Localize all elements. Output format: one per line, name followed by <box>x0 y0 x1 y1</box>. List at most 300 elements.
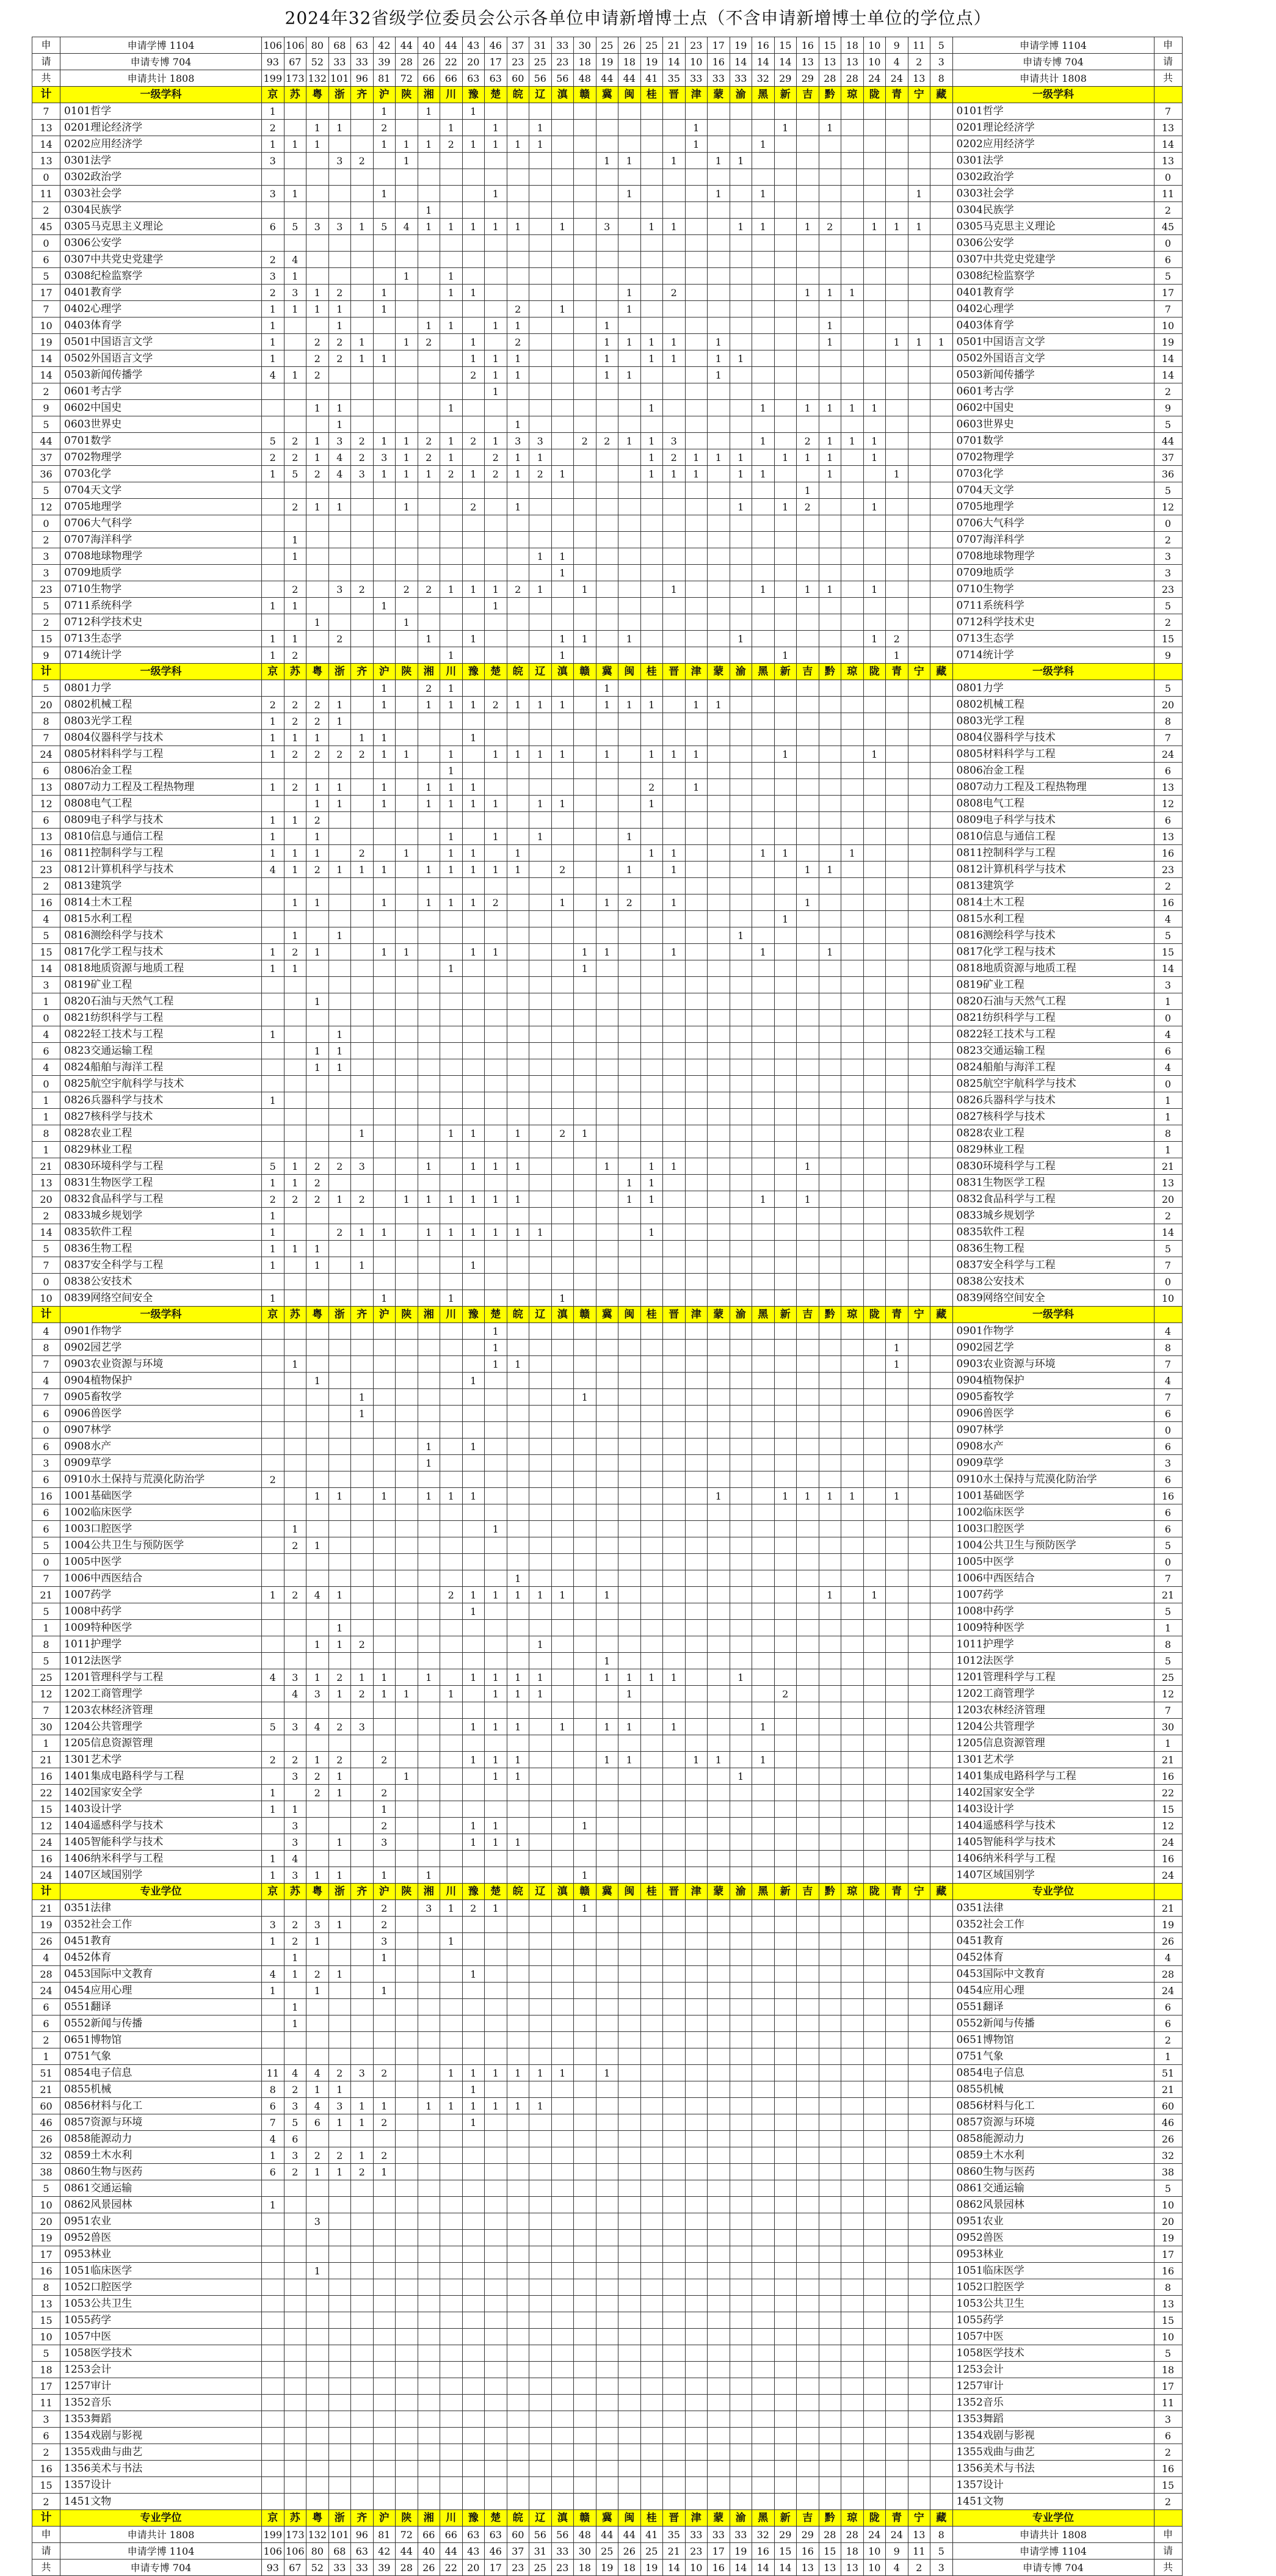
count-cell <box>886 1043 908 1059</box>
count-cell <box>328 1537 351 1554</box>
subject-name-right: 0833城乡规划学 <box>952 1208 1154 1224</box>
count-cell <box>663 2197 686 2213</box>
count-cell <box>841 746 864 763</box>
count-cell <box>640 1950 663 1966</box>
count-cell <box>797 466 819 482</box>
table-row <box>32 367 1183 383</box>
row-total: 10 <box>32 1290 60 1307</box>
row-total-right: 20 <box>1154 1191 1182 1208</box>
count-cell: 1 <box>863 746 886 763</box>
count-cell <box>930 1373 953 1389</box>
count-cell <box>819 1142 841 1158</box>
count-cell: 5 <box>373 219 396 235</box>
count-cell <box>551 1768 574 1785</box>
count-cell <box>841 1340 864 1356</box>
count-cell <box>485 499 507 515</box>
count-cell <box>328 1406 351 1422</box>
count-cell <box>462 1537 485 1554</box>
count-cell <box>529 812 552 829</box>
count-cell <box>485 1917 507 1933</box>
count-cell <box>908 1076 930 1092</box>
count-cell <box>462 763 485 779</box>
count-cell <box>886 1950 908 1966</box>
count-cell <box>863 153 886 169</box>
count-cell <box>797 1554 819 1570</box>
row-total: 16 <box>32 1488 60 1504</box>
subject-name-right: 0301法学 <box>952 153 1154 169</box>
subject-name-right: 0904植物保护 <box>952 1373 1154 1389</box>
subject-name: 0702物理学 <box>60 449 262 466</box>
count-cell <box>418 1702 440 1719</box>
count-cell <box>797 1801 819 1818</box>
count-cell <box>351 779 374 796</box>
row-total-right: 21 <box>1154 1900 1182 1917</box>
count-cell <box>596 2296 618 2312</box>
count-cell <box>841 1059 864 1076</box>
province-header: 赣 <box>574 1884 596 1900</box>
count-cell <box>685 878 708 894</box>
count-cell <box>574 1241 596 1257</box>
count-cell <box>930 713 953 730</box>
province-header: 川 <box>440 1307 463 1323</box>
count-cell <box>618 383 641 400</box>
count-cell <box>841 763 864 779</box>
count-cell: 1 <box>373 1290 396 1307</box>
count-cell <box>640 499 663 515</box>
subject-name: 0905畜牧学 <box>60 1389 262 1406</box>
count-cell <box>284 416 306 433</box>
count-cell <box>730 400 752 416</box>
count-cell <box>841 631 864 647</box>
count-cell <box>886 301 908 317</box>
row-total-right: 13 <box>1154 120 1182 136</box>
count-cell: 1 <box>908 219 930 235</box>
count-cell <box>328 1439 351 1455</box>
count-cell <box>841 2114 864 2131</box>
row-total-right: 8 <box>1154 1125 1182 1142</box>
subject-name: 0859土木水利 <box>60 2147 262 2164</box>
count-cell <box>930 449 953 466</box>
count-cell <box>863 1966 886 1983</box>
count-cell: 1 <box>507 449 529 466</box>
count-cell <box>774 2197 797 2213</box>
count-cell <box>440 614 463 631</box>
count-cell: 1 <box>551 894 574 911</box>
count-cell: 2 <box>886 631 908 647</box>
count-cell <box>306 878 329 894</box>
count-cell <box>908 1851 930 1867</box>
count-cell <box>663 2098 686 2114</box>
count-cell <box>418 252 440 268</box>
count-cell <box>529 1735 552 1752</box>
count-cell <box>396 631 418 647</box>
count-cell <box>797 796 819 812</box>
count-cell <box>774 1059 797 1076</box>
count-cell: 1 <box>306 779 329 796</box>
count-cell: 1 <box>618 862 641 878</box>
count-cell <box>328 2048 351 2065</box>
count-cell <box>797 1950 819 1966</box>
count-cell <box>396 1603 418 1620</box>
count-cell <box>774 482 797 499</box>
count-cell <box>930 2147 953 2164</box>
count-cell <box>485 416 507 433</box>
count-cell <box>908 1274 930 1290</box>
count-cell <box>373 845 396 862</box>
count-cell <box>618 449 641 466</box>
count-cell <box>328 1076 351 1092</box>
count-cell <box>462 1785 485 1801</box>
count-cell <box>730 1439 752 1455</box>
row-total: 15 <box>32 944 60 960</box>
section-header: 一级学科 <box>60 1307 262 1323</box>
count-cell <box>529 1818 552 1834</box>
count-cell: 1 <box>685 120 708 136</box>
count-cell <box>596 1092 618 1109</box>
subject-name: 0827核科学与技术 <box>60 1109 262 1125</box>
row-total: 24 <box>32 1834 60 1851</box>
count-cell <box>774 598 797 614</box>
count-cell <box>774 548 797 565</box>
count-cell <box>418 186 440 202</box>
count-cell <box>752 746 775 763</box>
count-cell <box>485 532 507 548</box>
count-cell <box>730 894 752 911</box>
count-cell <box>886 1686 908 1702</box>
count-cell <box>351 1422 374 1439</box>
count-cell: 1 <box>440 400 463 416</box>
count-cell <box>774 383 797 400</box>
count-cell <box>730 2114 752 2131</box>
count-cell <box>284 103 306 120</box>
count-cell <box>596 829 618 845</box>
count-cell: 1 <box>351 730 374 746</box>
count-cell <box>708 1290 730 1307</box>
province-header: 豫 <box>462 1884 485 1900</box>
count-cell: 1 <box>462 103 485 120</box>
count-cell <box>685 1422 708 1439</box>
subject-name-right: 0702物理学 <box>952 449 1154 466</box>
count-cell <box>685 2015 708 2032</box>
count-cell <box>841 1208 864 1224</box>
count-cell <box>618 1488 641 1504</box>
count-cell <box>618 598 641 614</box>
table-row <box>32 2147 1183 2164</box>
count-cell <box>685 1504 708 1521</box>
count-cell <box>774 416 797 433</box>
count-cell <box>351 515 374 532</box>
count-cell <box>685 1851 708 1867</box>
row-total: 5 <box>32 268 60 285</box>
province-header: 新 <box>774 664 797 680</box>
count-cell <box>574 1752 596 1768</box>
count-cell <box>708 647 730 664</box>
table-row <box>32 2296 1183 2312</box>
count-cell <box>797 598 819 614</box>
count-cell: 1 <box>462 2065 485 2081</box>
count-cell <box>551 400 574 416</box>
count-cell <box>284 317 306 334</box>
count-cell <box>908 894 930 911</box>
row-total-right: 24 <box>1154 746 1182 763</box>
subject-name-right: 0839网络空间安全 <box>952 1290 1154 1307</box>
count-cell <box>908 1224 930 1241</box>
table-row <box>32 103 1183 120</box>
row-total-right: 38 <box>1154 2164 1182 2180</box>
count-cell <box>886 944 908 960</box>
count-cell <box>886 1158 908 1175</box>
count-cell: 2 <box>596 433 618 449</box>
row-total: 6 <box>32 1471 60 1488</box>
count-cell <box>685 1257 708 1274</box>
count-cell <box>663 812 686 829</box>
summary-cell: 35 <box>663 70 686 87</box>
count-cell <box>730 1999 752 2015</box>
count-cell: 1 <box>440 845 463 862</box>
count-cell: 1 <box>618 1191 641 1208</box>
table-row <box>32 1768 1183 1785</box>
count-cell <box>440 1010 463 1026</box>
count-cell <box>819 1406 841 1422</box>
count-cell <box>752 2131 775 2147</box>
count-cell: 1 <box>462 1439 485 1455</box>
count-cell <box>685 2065 708 2081</box>
count-cell <box>351 680 374 697</box>
count-cell <box>529 1455 552 1471</box>
row-total-right: 6 <box>1154 1043 1182 1059</box>
count-cell <box>507 680 529 697</box>
count-cell <box>418 598 440 614</box>
count-cell <box>730 2065 752 2081</box>
count-cell <box>507 2279 529 2296</box>
count-cell <box>685 1587 708 1603</box>
row-total-right: 13 <box>1154 829 1182 845</box>
count-cell <box>262 1521 285 1537</box>
count-cell <box>262 1356 285 1373</box>
count-cell <box>640 911 663 927</box>
count-cell <box>328 1257 351 1274</box>
count-cell <box>752 2230 775 2246</box>
province-header: 齐 <box>351 1307 374 1323</box>
subject-name: 0651博物馆 <box>60 2032 262 2048</box>
count-cell <box>752 1422 775 1439</box>
count-cell <box>462 1406 485 1422</box>
count-cell <box>708 1125 730 1142</box>
count-cell: 1 <box>284 1175 306 1191</box>
count-cell <box>529 1422 552 1439</box>
count-cell <box>596 1356 618 1373</box>
count-cell <box>841 449 864 466</box>
count-cell <box>841 730 864 746</box>
row-total: 8 <box>32 2279 60 2296</box>
count-cell <box>752 1208 775 1224</box>
table-row <box>32 400 1183 416</box>
count-cell <box>507 2131 529 2147</box>
count-cell <box>507 1636 529 1653</box>
count-cell <box>262 1389 285 1406</box>
count-cell <box>351 1570 374 1587</box>
count-cell <box>396 1785 418 1801</box>
count-cell <box>284 1422 306 1439</box>
count-cell <box>752 1917 775 1933</box>
count-cell <box>863 2147 886 2164</box>
count-cell <box>863 1142 886 1158</box>
count-cell <box>663 1620 686 1636</box>
count-cell <box>418 2032 440 2048</box>
count-cell: 1 <box>730 1669 752 1686</box>
count-cell <box>797 1768 819 1785</box>
count-cell <box>841 614 864 631</box>
count-cell <box>886 153 908 169</box>
count-cell <box>752 1274 775 1290</box>
count-cell <box>396 532 418 548</box>
subject-name: 0814土木工程 <box>60 894 262 911</box>
count-cell <box>663 796 686 812</box>
row-total-right: 6 <box>1154 1406 1182 1422</box>
count-cell <box>396 1142 418 1158</box>
count-cell <box>886 433 908 449</box>
count-cell: 1 <box>708 697 730 713</box>
count-cell <box>418 2246 440 2263</box>
count-cell: 1 <box>551 631 574 647</box>
count-cell <box>507 186 529 202</box>
count-cell: 1 <box>529 449 552 466</box>
count-cell <box>930 1768 953 1785</box>
count-cell: 1 <box>262 1026 285 1043</box>
count-cell: 1 <box>886 1488 908 1504</box>
count-cell <box>462 2032 485 2048</box>
count-cell: 1 <box>640 334 663 350</box>
subject-name: 0551翻译 <box>60 1999 262 2015</box>
count-cell <box>462 268 485 285</box>
count-cell <box>351 2279 374 2296</box>
count-cell <box>863 1191 886 1208</box>
subject-name: 1203农林经济管理 <box>60 1702 262 1719</box>
count-cell <box>351 1026 374 1043</box>
count-cell <box>351 1373 374 1389</box>
count-cell <box>373 1537 396 1554</box>
row-total-right: 6 <box>1154 2015 1182 2032</box>
count-cell <box>663 1109 686 1125</box>
count-cell <box>685 1356 708 1373</box>
count-cell: 1 <box>708 449 730 466</box>
count-cell <box>574 647 596 664</box>
count-cell <box>730 1818 752 1834</box>
count-cell <box>663 598 686 614</box>
count-cell <box>752 1224 775 1241</box>
count-cell <box>396 697 418 713</box>
count-cell <box>485 2114 507 2131</box>
count-cell <box>886 1290 908 1307</box>
count-cell: 1 <box>284 1158 306 1175</box>
count-cell: 1 <box>284 1801 306 1818</box>
row-total-right: 4 <box>1154 1026 1182 1043</box>
count-cell <box>306 1406 329 1422</box>
count-cell <box>328 993 351 1010</box>
count-cell <box>262 1422 285 1439</box>
count-cell <box>797 383 819 400</box>
count-cell <box>485 812 507 829</box>
count-cell: 1 <box>373 1488 396 1504</box>
count-cell <box>596 1142 618 1158</box>
count-cell <box>908 1241 930 1257</box>
count-cell <box>529 680 552 697</box>
count-cell <box>685 2312 708 2329</box>
province-header: 楚 <box>485 1884 507 1900</box>
count-cell <box>596 1521 618 1537</box>
row-total-right: 32 <box>1154 2147 1182 2164</box>
count-cell <box>797 548 819 565</box>
count-cell <box>774 1752 797 1768</box>
count-cell <box>752 1570 775 1587</box>
count-cell <box>930 1059 953 1076</box>
count-cell <box>886 1653 908 1669</box>
count-cell <box>396 301 418 317</box>
count-cell <box>930 350 953 367</box>
count-cell <box>797 763 819 779</box>
count-cell <box>774 1521 797 1537</box>
row-total: 1 <box>32 1735 60 1752</box>
count-cell <box>284 829 306 845</box>
count-cell <box>373 581 396 598</box>
count-cell <box>708 169 730 186</box>
count-cell <box>663 1125 686 1142</box>
count-cell <box>685 499 708 515</box>
count-cell <box>351 1043 374 1059</box>
count-cell <box>262 1274 285 1290</box>
count-cell <box>640 1933 663 1950</box>
subject-name-right: 0454应用心理 <box>952 1983 1154 1999</box>
count-cell: 1 <box>485 1768 507 1785</box>
count-cell <box>663 301 686 317</box>
count-cell <box>596 169 618 186</box>
count-cell: 1 <box>328 317 351 334</box>
count-cell <box>596 1999 618 2015</box>
province-header: 沪 <box>373 1307 396 1323</box>
row-total-right: 7 <box>1154 1570 1182 1587</box>
row-total-right: 21 <box>1154 1587 1182 1603</box>
count-cell <box>440 1620 463 1636</box>
count-cell <box>819 1455 841 1471</box>
count-cell <box>551 383 574 400</box>
count-cell <box>841 1999 864 2015</box>
subject-name-right: 0603世界史 <box>952 416 1154 433</box>
subject-name: 1301艺术学 <box>60 1752 262 1768</box>
count-cell <box>373 2296 396 2312</box>
province-header: 湘 <box>418 664 440 680</box>
count-cell <box>797 697 819 713</box>
count-cell <box>819 1966 841 1983</box>
count-cell: 1 <box>819 581 841 598</box>
count-cell <box>863 301 886 317</box>
count-cell <box>708 1471 730 1488</box>
count-cell <box>418 1966 440 1983</box>
count-cell <box>908 202 930 219</box>
count-cell <box>841 581 864 598</box>
count-cell <box>618 235 641 252</box>
count-cell <box>752 1818 775 1834</box>
count-cell <box>396 779 418 796</box>
count-cell <box>529 1389 552 1406</box>
count-cell: 1 <box>418 1867 440 1884</box>
province-header: 新 <box>774 1307 797 1323</box>
count-cell <box>685 2147 708 2164</box>
row-total-right: 7 <box>1154 301 1182 317</box>
count-cell <box>418 1043 440 1059</box>
count-cell <box>886 2065 908 2081</box>
count-cell <box>797 2230 819 2246</box>
count-cell <box>908 1933 930 1950</box>
